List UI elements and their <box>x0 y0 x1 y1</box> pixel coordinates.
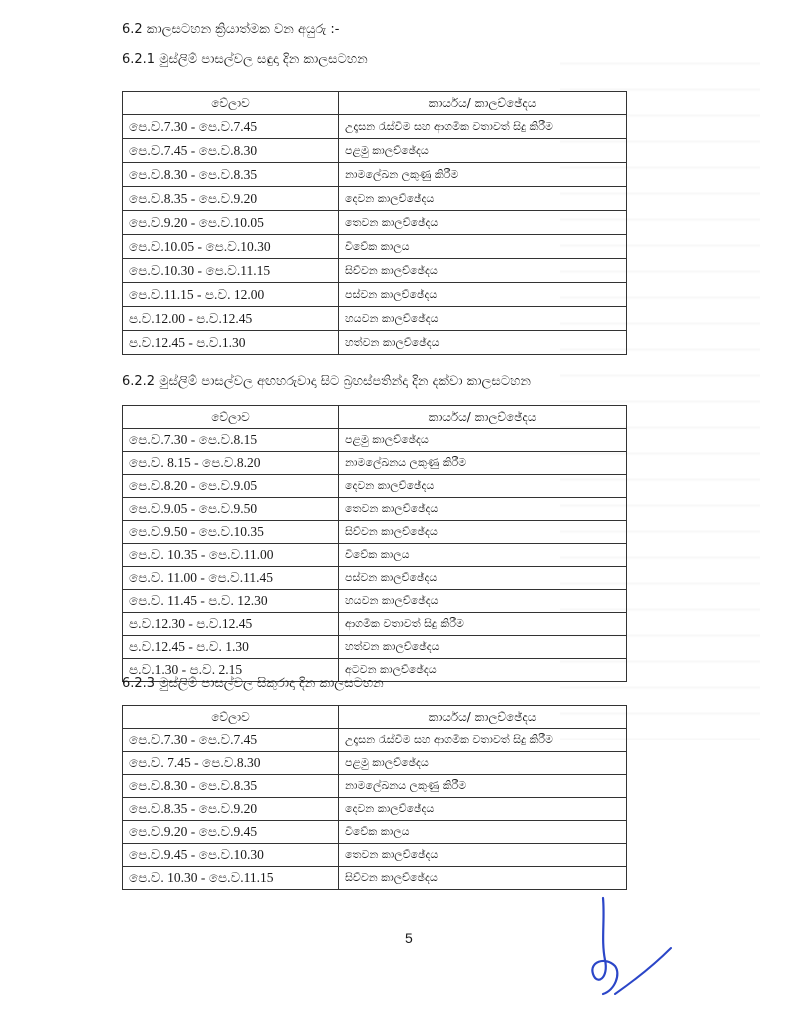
time-cell: පෙ.ව. 11.45 - ප.ව. 12.30 <box>123 590 339 613</box>
activity-cell: විවේක කාලය <box>339 544 627 567</box>
table-row <box>123 775 627 798</box>
activity-cell: පළමු කාලච්ඡේදය <box>339 429 627 452</box>
activity-cell: විවේක කාලය <box>339 821 627 844</box>
time-cell: පෙ.ව.7.30 - පෙ.ව.7.45 <box>123 115 339 139</box>
activity-cell: පස්වන කාලච්ඡේදය <box>339 283 627 307</box>
activity-cell: දෙවන කාලච්ඡේදය <box>339 187 627 211</box>
table-row <box>123 187 627 211</box>
time-column-header: වේලාව <box>123 706 339 729</box>
table-row <box>123 567 627 590</box>
table-row <box>123 544 627 567</box>
time-column-header: වේලාව <box>123 406 339 429</box>
time-cell: ප.ව.12.30 - ප.ව.12.45 <box>123 613 339 636</box>
activity-cell: ආගමික වතාවත් සිදු කිරීම <box>339 613 627 636</box>
activity-cell: අටවන කාලච්ඡේදය <box>339 659 627 682</box>
table-row <box>123 163 627 187</box>
time-cell: පෙ.ව. 11.00 - පෙ.ව.11.45 <box>123 567 339 590</box>
table-row <box>123 613 627 636</box>
page-number: 5 <box>405 930 413 946</box>
table-row <box>123 590 627 613</box>
activity-cell: තෙවන කාලච්ඡේදය <box>339 211 627 235</box>
activity-cell: විවේක කාලය <box>339 235 627 259</box>
activity-column-header: කාර්යය/ කාලච්ඡේදය <box>339 92 627 115</box>
table-row <box>123 752 627 775</box>
time-cell: පෙ.ව.8.20 - පෙ.ව.9.05 <box>123 475 339 498</box>
activity-column-header: කාර්යය/ කාලච්ඡේදය <box>339 706 627 729</box>
table-row <box>123 729 627 752</box>
table-row <box>123 867 627 890</box>
table-row <box>123 139 627 163</box>
time-cell: පෙ.ව. 10.35 - පෙ.ව.11.00 <box>123 544 339 567</box>
time-cell: පෙ.ව.9.45 - පෙ.ව.10.30 <box>123 844 339 867</box>
time-cell: පෙ.ව.10.30 - පෙ.ව.11.15 <box>123 259 339 283</box>
table-row <box>123 844 627 867</box>
time-cell: පෙ.ව.9.05 - පෙ.ව.9.50 <box>123 498 339 521</box>
activity-column-header: කාර්යය/ කාලච්ඡේදය <box>339 406 627 429</box>
time-cell: පෙ.ව. 7.45 - පෙ.ව.8.30 <box>123 752 339 775</box>
time-cell: ප.ව.1.30 - ප.ව. 2.15 <box>123 659 339 682</box>
time-cell: පෙ.ව.8.30 - පෙ.ව.8.35 <box>123 775 339 798</box>
table-header-row <box>123 92 627 115</box>
time-cell: පෙ.ව.9.20 - පෙ.ව.9.45 <box>123 821 339 844</box>
activity-cell: නාමලේඛන ලකුණු කිරීම <box>339 163 627 187</box>
activity-cell: හත්වන කාලච්ඡේදය <box>339 331 627 355</box>
table-2-heading: 6.2.2 මුස්ලිම් පාසල්වල අඟහරුවාදා සිට බ්‍රහස්පතින්දා දින දක්වා කාලසටහන <box>122 374 531 389</box>
time-cell: පෙ.ව.7.45 - පෙ.ව.8.30 <box>123 139 339 163</box>
table-row <box>123 331 627 355</box>
activity-cell: සිව්වන කාලච්ඡේදය <box>339 521 627 544</box>
time-cell: පෙ.ව.8.30 - පෙ.ව.8.35 <box>123 163 339 187</box>
activity-cell: තෙවන කාලච්ඡේදය <box>339 844 627 867</box>
table-3-heading: 6.2.3 මුස්ලිම් පාසල්වල සිකුරාදා දින කාලසටහන <box>122 676 384 691</box>
activity-cell: හයවන කාලච්ඡේදය <box>339 307 627 331</box>
table-row <box>123 475 627 498</box>
table-row <box>123 521 627 544</box>
activity-cell: උදෑසන රැස්වීම සහ ආගමික වතාවත් සිදු කිරීම <box>339 729 627 752</box>
time-cell: පෙ.ව.8.35 - පෙ.ව.9.20 <box>123 187 339 211</box>
tuesday-thursday-timetable <box>122 405 627 682</box>
table-row <box>123 259 627 283</box>
time-column-header: වේලාව <box>123 92 339 115</box>
time-cell: පෙ.ව.9.20 - පෙ.ව.10.05 <box>123 211 339 235</box>
section-heading: 6.2 කාලසටහන ක්‍රියාත්මක වන අයුරු :- <box>122 22 340 37</box>
time-cell: පෙ.ව.11.15 - ප.ව. 12.00 <box>123 283 339 307</box>
time-cell: පෙ.ව. 8.15 - පෙ.ව.8.20 <box>123 452 339 475</box>
activity-cell: සිව්වන කාලච්ඡේදය <box>339 259 627 283</box>
activity-cell: සිව්වන කාලච්ඡේදය <box>339 867 627 890</box>
activity-cell: නාමලේඛනය ලකුණු කිරීම <box>339 775 627 798</box>
activity-cell: පස්වන කාලච්ඡේදය <box>339 567 627 590</box>
table-row <box>123 452 627 475</box>
time-cell: ප.ව.12.45 - ප.ව.1.30 <box>123 331 339 355</box>
table-row <box>123 211 627 235</box>
activity-cell: තෙවන කාලච්ඡේදය <box>339 498 627 521</box>
activity-cell: දෙවන කාලච්ඡේදය <box>339 798 627 821</box>
friday-timetable <box>122 705 627 890</box>
activity-cell: උදෑසන රැස්වීම සහ ආගමික වතාවත් සිදු කිරීම <box>339 115 627 139</box>
activity-cell: හත්වන කාලච්ඡේදය <box>339 636 627 659</box>
activity-cell: පළමු කාලච්ඡේදය <box>339 139 627 163</box>
signature-scribble <box>575 890 685 1010</box>
time-cell: පෙ.ව.10.05 - පෙ.ව.10.30 <box>123 235 339 259</box>
table-row <box>123 636 627 659</box>
table-header-row <box>123 706 627 729</box>
time-cell: පෙ.ව.7.30 - පෙ.ව.8.15 <box>123 429 339 452</box>
table-row <box>123 115 627 139</box>
activity-cell: නාමලේඛනය ලකුණු කිරීම <box>339 452 627 475</box>
table-row <box>123 798 627 821</box>
time-cell: පෙ.ව.9.50 - පෙ.ව.10.35 <box>123 521 339 544</box>
time-cell: ප.ව.12.45 - ප.ව. 1.30 <box>123 636 339 659</box>
monday-timetable <box>122 91 627 355</box>
table-row <box>123 821 627 844</box>
table-row <box>123 235 627 259</box>
table-row <box>123 429 627 452</box>
table-header-row <box>123 406 627 429</box>
time-cell: ප.ව.12.00 - ප.ව.12.45 <box>123 307 339 331</box>
table-row <box>123 283 627 307</box>
table-1-heading: 6.2.1 මුස්ලිම් පාසල්වල සඳුදා දින කාලසටහන <box>122 52 368 67</box>
time-cell: පෙ.ව. 10.30 - පෙ.ව.11.15 <box>123 867 339 890</box>
activity-cell: හයවන කාලච්ඡේදය <box>339 590 627 613</box>
time-cell: පෙ.ව.8.35 - පෙ.ව.9.20 <box>123 798 339 821</box>
time-cell: පෙ.ව.7.30 - පෙ.ව.7.45 <box>123 729 339 752</box>
table-row <box>123 307 627 331</box>
activity-cell: දෙවන කාලච්ඡේදය <box>339 475 627 498</box>
table-row <box>123 498 627 521</box>
activity-cell: පළමු කාලච්ඡේදය <box>339 752 627 775</box>
